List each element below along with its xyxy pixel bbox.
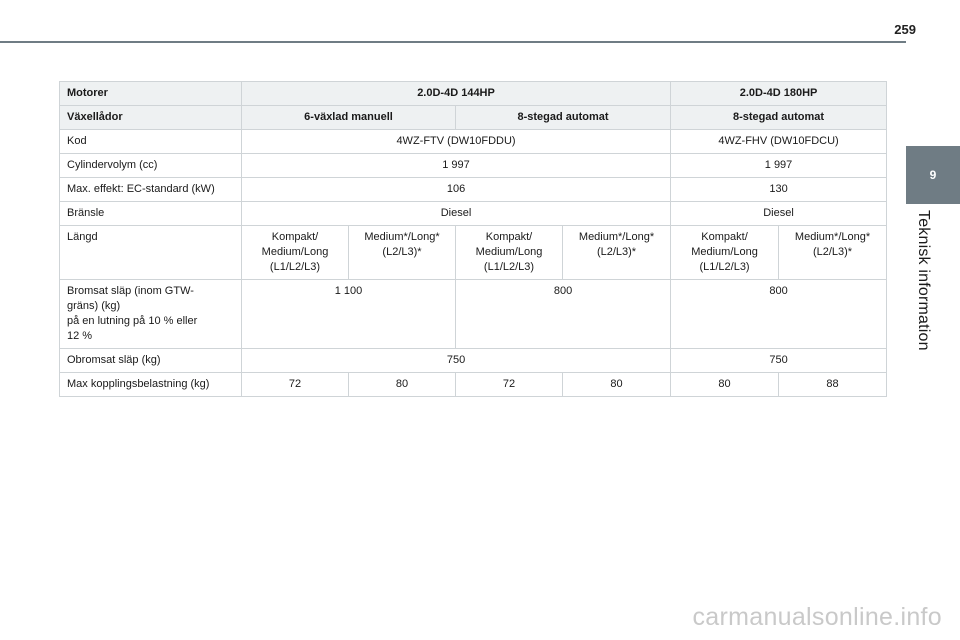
row-label: Cylindervolym (cc) bbox=[60, 154, 242, 178]
length-line: (L2/L3)* bbox=[596, 246, 637, 258]
length-line: Medium/Long bbox=[261, 246, 329, 258]
row-label: Max kopplingsbelastning (kg) bbox=[60, 373, 242, 397]
braked-trailer-cell: 800 bbox=[671, 280, 887, 349]
row-label: Växellådor bbox=[60, 106, 242, 130]
table-row-unbraked-trailer bbox=[60, 349, 887, 373]
length-line: Medium*/Long* bbox=[578, 231, 655, 243]
coupling-cell: 88 bbox=[779, 373, 887, 397]
coupling-cell: 72 bbox=[242, 373, 349, 397]
table-row-length bbox=[60, 226, 887, 280]
row-label: Obromsat släp (kg) bbox=[60, 349, 242, 373]
length-line: Medium*/Long* bbox=[364, 231, 440, 243]
coupling-cell: 80 bbox=[349, 373, 456, 397]
length-cell bbox=[242, 226, 349, 280]
fuel-cell: Diesel bbox=[671, 202, 887, 226]
watermark: carmanualsonline.info bbox=[692, 603, 942, 631]
row-label-line: Bromsat släp (inom GTW- bbox=[67, 285, 194, 297]
coupling-cell: 80 bbox=[671, 373, 779, 397]
table-row-engines bbox=[60, 82, 887, 106]
gearbox-cell: 6-växlad manuell bbox=[242, 106, 456, 130]
length-line: (L2/L3)* bbox=[382, 246, 422, 258]
row-label: Längd bbox=[60, 226, 242, 280]
engine-header: 2.0D-4D 180HP bbox=[671, 82, 887, 106]
gearbox-cell: 8-stegad automat bbox=[456, 106, 671, 130]
length-line: (L2/L3)* bbox=[812, 246, 853, 258]
row-label: Bränsle bbox=[60, 202, 242, 226]
length-cell bbox=[779, 226, 887, 280]
fuel-cell: Diesel bbox=[242, 202, 671, 226]
displacement-cell: 1 997 bbox=[242, 154, 671, 178]
chapter-title: Teknisk information bbox=[915, 210, 932, 351]
length-line: (L1/L2/L3) bbox=[269, 261, 321, 273]
length-line: (L1/L2/L3) bbox=[483, 261, 535, 273]
page-number: 259 bbox=[894, 22, 916, 37]
table-row-braked-trailer bbox=[60, 280, 887, 349]
displacement-cell: 1 997 bbox=[671, 154, 887, 178]
table-row-gearbox bbox=[60, 106, 887, 130]
length-line: (L1/L2/L3) bbox=[699, 261, 750, 273]
length-cell bbox=[349, 226, 456, 280]
coupling-cell: 72 bbox=[456, 373, 563, 397]
engine-header: 2.0D-4D 144HP bbox=[242, 82, 671, 106]
length-line: Medium*/Long* bbox=[794, 231, 871, 243]
length-line: Kompakt/ bbox=[485, 231, 533, 243]
gearbox-cell: 8-stegad automat bbox=[671, 106, 887, 130]
length-cell bbox=[563, 226, 671, 280]
chapter-tab[interactable] bbox=[906, 146, 960, 204]
length-line: Kompakt/ bbox=[701, 231, 748, 243]
length-line: Kompakt/ bbox=[271, 231, 319, 243]
row-label-line: gräns) (kg) bbox=[67, 300, 121, 312]
length-line: Medium/Long bbox=[475, 246, 543, 258]
power-cell: 130 bbox=[671, 178, 887, 202]
table-row-fuel bbox=[60, 202, 887, 226]
chapter-number: 9 bbox=[929, 168, 937, 182]
unbraked-trailer-cell: 750 bbox=[242, 349, 671, 373]
table-row-displacement bbox=[60, 154, 887, 178]
length-line: Medium/Long bbox=[691, 246, 758, 258]
header-rule bbox=[0, 41, 906, 43]
braked-trailer-cell: 1 100 bbox=[242, 280, 456, 349]
unbraked-trailer-cell: 750 bbox=[671, 349, 887, 373]
code-cell: 4WZ-FTV (DW10FDDU) bbox=[242, 130, 671, 154]
code-cell: 4WZ-FHV (DW10FDCU) bbox=[671, 130, 887, 154]
table-row-coupling-load bbox=[60, 373, 887, 397]
coupling-cell: 80 bbox=[563, 373, 671, 397]
table-row-code bbox=[60, 130, 887, 154]
row-label: Max. effekt: EC-standard (kW) bbox=[60, 178, 242, 202]
row-label: Kod bbox=[60, 130, 242, 154]
row-label-line: på en lutning på 10 % eller bbox=[67, 315, 198, 327]
braked-trailer-cell: 800 bbox=[456, 280, 671, 349]
row-label-line: 12 % bbox=[67, 330, 93, 342]
power-cell: 106 bbox=[242, 178, 671, 202]
row-label bbox=[60, 280, 242, 349]
row-label: Motorer bbox=[60, 82, 242, 106]
engine-spec-table bbox=[59, 81, 887, 397]
length-cell bbox=[456, 226, 563, 280]
length-cell bbox=[671, 226, 779, 280]
table-row-power bbox=[60, 178, 887, 202]
